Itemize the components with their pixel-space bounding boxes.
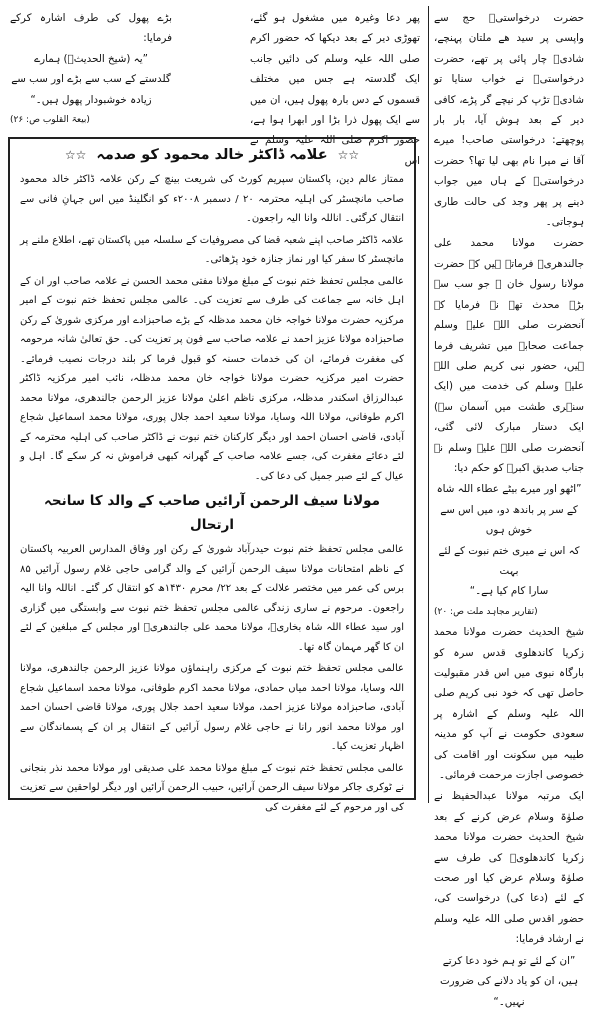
top-middle-column xyxy=(250,8,420,167)
news-paragraph-1: ممتاز عالم دین، پاکستان سپریم کورٹ کی شریعت بینچ کے رکن علامہ ڈاکٹر خالد محمود صاحب مانچسٹر کی اہلیہ محترمہ ۲۰ / دسمبر ۲۰۰۸ء کو انگلینڈ میں اس جہانِ فانی سے انتقال کرگئی۔ اناللہ وانا الیہ راجعون۔ xyxy=(20,174,404,224)
top-left-citation: (بیعۃ القلوب ص: ۲۶) xyxy=(10,115,90,126)
right-paragraph-3: شیخ الحدیث حضرت مولانا محمد زکریا کاندھلوی قدس سرہ کو بارگاہ نبوی میں اس قدر مقبولیت حاصل تھی کہ خود نبی کریم صلی اللہ علیہ وسلم کے اشارہ پر سعودی حکومت نے آپ کو مدینہ طیبہ میں سکونت اور اقامت کی خصوصی اجازت مرحمت فرمائی۔ xyxy=(434,626,584,782)
news-box xyxy=(8,137,416,813)
top-left-verse-line: گلدستے کے سب سے بڑے اور سب سے xyxy=(11,73,171,86)
right-citation: (تقاریر مجاہد ملت ص: ۲۰) xyxy=(434,606,538,617)
right-column xyxy=(434,8,584,1008)
column-divider xyxy=(428,6,429,803)
top-middle-text: پھر دعا وغیرہ میں مشغول ہو گئے، تھوڑی دیر کے بعد دیکھا کہ حضور اکرم صلی اللہ علیہ وسلم کی دائیں جانب ایک گلدستہ ہے جس میں مختلف قسموں کے دس بارہ پھول ہیں، ان میں سے ایک پھول ذرا بڑا اور ابھرا ہوا ہے، حضور اکرم صلی اللہ علیہ وسلم نے اس xyxy=(250,12,420,167)
news-paragraph-2: علامہ ڈاکٹر صاحب اپنے شعبہ قضا کی مصروفیات کے سلسلہ میں پاکستان تھے، اطلاع ملنے پر مانچسٹر کا سفر کیا اور نماز جنازہ خود پڑھائی۔ xyxy=(20,234,404,265)
news-title-2: مولانا سیف الرحمن آرائیں صاحب کے والد کا سانحہ ارتحال xyxy=(43,493,380,533)
right-paragraph-1: حضرت درخواستیؒ حج سے واپسی پر سید ھے ملتان پہنچے، شادیؒ چار پائی پر تھے، حضرت درخواستیؒ نے خواب سنایا تو شادیؒ تڑپ کر نیچے گر پڑے، کافی دیر کے بعد ہوش آیا، بار بار پوچھتے: درخواستی صاحب! میرے آقا نے میرا نام بھی لیا تھا؟ حضرت درخواستیؒ کے ہاں میں جواب دینے پر پھر وجد کی حالت طاری ہوجاتی۔ xyxy=(434,12,584,229)
right-verse-line: ”ان کے لئے تو ہم خود دعا کرتے xyxy=(442,954,576,967)
star-ornament-icon: ☆☆ xyxy=(337,148,360,162)
news-paragraph-4: عالمی مجلس تحفظ ختم نبوت حیدرآباد شوریٰ کے رکن اور وفاق المدارس العربیہ پاکستان کے ناظم امتحانات مولانا سیف الرحمن آرائیں کے والد گرامی حاجی غلام رسول آرائیں ۸۵ برس کی عمر میں مختصر علالت کے بعد ۲۲/ محرم ۱۴۳۰ھ کو انتقال کر گئے۔ اناللہ وانا الیہ راجعون۔ مرحوم نے ساری زندگی عالمی مجلس تحفظ ختم نبوت سے وابستگی میں گزاری اور سید عطاء اللہ شاہ بخاریؒ، مولانا محمد علی جالندھریؒ اور مجلس کے مبلغین کے لئے ان کا گھر مہمان گاہ تھا۔ xyxy=(20,544,404,653)
right-verse-line: کہ اس نے میری ختم نبوت کے لئے بہت xyxy=(438,544,580,577)
star-ornament-icon: ☆☆ xyxy=(64,148,87,162)
right-verse-line: ”اٹھو اور میرے بیٹے عطاء اللہ شاہ xyxy=(436,483,582,496)
right-paragraph-4: ایک مرتبہ مولانا عبدالحفیظ نے صلوٰۃ وسلام عرض کرنے کے بعد شیخ الحدیث حضرت مولانا محمد زکریا کاندھلویؒ کی طرف سے صلوٰۃ وسلام عرض کیا اور صحت کے لئے (دعا کی) درخواست کی، حضور اقدس صلی اللہ علیہ وسلم نے ارشاد فرمایا: xyxy=(434,790,584,946)
news-title-row xyxy=(20,143,404,167)
right-paragraph-2: حضرت مولانا محمد علی جالندھریؒ فرماتے ہیں کہ حضرت مولانا رسول خان ؒ جو سب سے بڑے محدث تھے نے فرمایا کہ آنحضرت صلی اللہ علیہ وسلم جماعت صحابہ میں تشریف فرما ہیں، حضور نبی کریم صلی اللہ علیہ وسلم کی خدمت میں (ایک سنہری طشت میں آسمان سے) ایک دستار مبارک لائی گئی، آنحضرت صلی اللہ علیہ وسلم نے جناب صدیق اکبرؓ کو حکم دیا: xyxy=(434,237,584,474)
news-paragraph-3: عالمی مجلس تحفظ ختم نبوت کے مبلغ مولانا مفتی محمد الحسن نے علامہ صاحب اور ان کے اہل خانہ سے جماعت کی طرف سے تعزیت کی۔ عالمی مجلس تحفظ ختم نبوت کے امیر مرکزیہ حضرت مولانا خواجہ خان محمد مدظلہ کے بڑے صاحبزادے اور مرکزی شوریٰ کے رکن صاحبزادہ مولانا عزیز احمد نے علامہ صاحب سے فون پر تعزیت کی۔ حق تعالیٰ شانہ مرحومہ کی مغفرت فرمائے، ان کی خدمات حسنہ کو قبول فرما کر بلند درجات نصیب فرمائے۔ حضرت امیر مرکزیہ حضرت مولانا خواجہ خان محمد مدظلہ، نائب امیر مرکزیہ ڈاکٹر عبدالرزاق اسکندر مدظلہ، مرکزی ناظم اعلیٰ مولانا عزیز الرحمن جالندھری، مولانا محمد اکرم طوفانی، مولانا اللہ وسایا، مولانا سعید احمد جلال پوری، مولانا محمد اسماعیل شجاع آبادی، قاضی احسان احمد اور دیگر کارکنان ختم نبوت نے ڈاکٹر صاحب کی اہلیہ محترمہ کے لئے دعائے مغفرت کی، جسے علامہ صاحب کے گھرانہ کبھی فراموش نہ کر سکے گا۔ اہل و عیال کے لئے صبر جمیل کی دعا کی۔ xyxy=(20,275,404,482)
top-left-verse-line: زیادہ خوشبودار پھول ہیں۔“ xyxy=(30,93,152,106)
right-verse-line: کے سر پر باندھ دو، میں اس سے خوش ہوں xyxy=(440,503,578,537)
news-title: علامہ ڈاکٹر خالد محمود کو صدمہ xyxy=(96,147,328,163)
top-left-text: بڑے پھول کی طرف اشارہ کرکے فرمایا: xyxy=(10,12,172,45)
news-paragraph-6: عالمی مجلس تحفظ ختم نبوت کے مبلغ مولانا محمد علی صدیقی اور مولانا محمد نذر بنجانی نے ٹوکری جاکر مولانا سیف الرحمن آرائیں، حبیب الرحمن آرائیں اور دیگر لواحقین سے تعزیت کی اور مرحوم کے لئے مغفرت کی xyxy=(20,762,404,813)
news-paragraph-5: عالمی مجلس تحفظ ختم نبوت کے مرکزی راہنماؤں مولانا عزیز الرحمن جالندھری، مولانا اللہ وسایا، مولانا احمد میاں حمادی، مولانا محمد اکرم طوفانی، مولانا محمد اسماعیل شجاع آبادی، صاحبزادہ مولانا عزیز احمد، مولانا سعید احمد جلال پوری، مولانا قاضی احسان احمد اور مولانا محمد انور رانا نے حاجی غلام رسول آرائیں کے انتقال پر ان کے پسماندگان سے اظہار تعزیت کیا۔ xyxy=(20,663,404,752)
top-left-column xyxy=(10,8,172,133)
right-verse-line: ہیں، ان کو یاد دلانے کی ضرورت نہیں۔“ xyxy=(439,975,579,1008)
right-verse-line: سارا کام کیا ہے۔“ xyxy=(469,585,549,598)
top-left-verse-line: ”یہ (شیخ الحدیثؒ) ہمارے xyxy=(34,52,148,65)
